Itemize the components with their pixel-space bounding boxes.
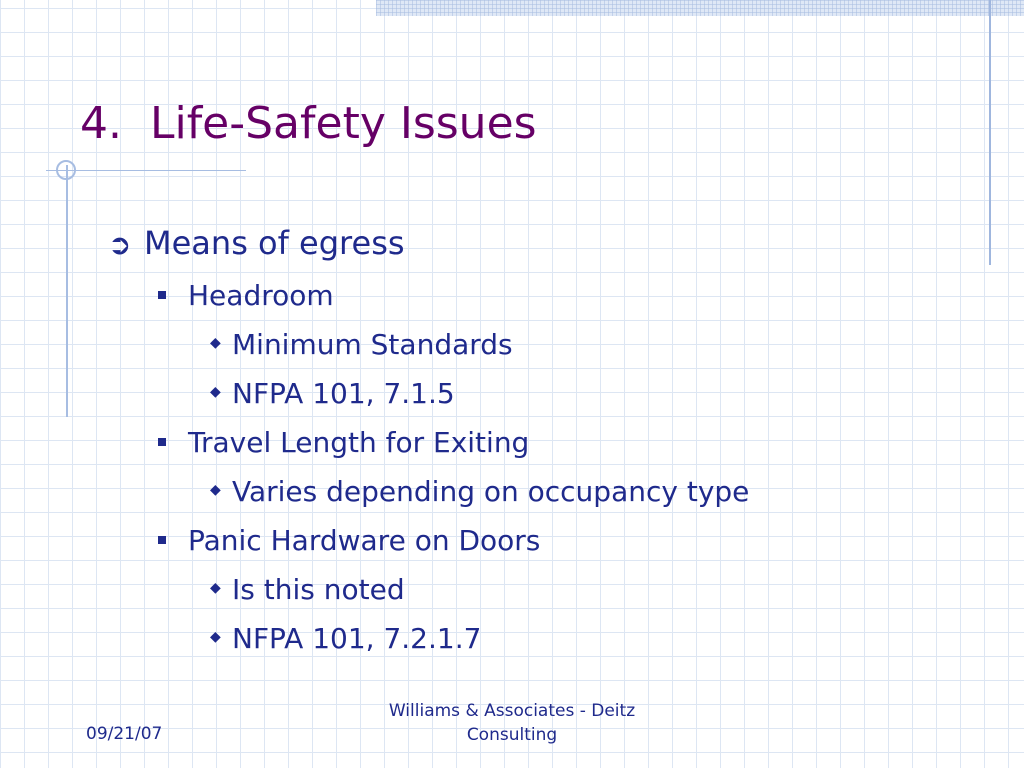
square-bullet-icon (158, 291, 166, 299)
bullet-text: Varies depending on occupancy type (232, 475, 750, 508)
footer-date: 09/21/07 (86, 724, 163, 744)
title-underline-rule (46, 170, 246, 171)
bullet-text: Means of egress (144, 224, 405, 262)
diamond-bullet-icon: ◆ (210, 383, 221, 400)
bullet-level1-item (108, 224, 405, 262)
bullet-level2-item (158, 524, 540, 558)
bullet-level3-item (210, 475, 749, 509)
bullet-text: Travel Length for Exiting (188, 426, 530, 459)
bullet-text: Minimum Standards (232, 328, 513, 361)
crosshair-circle-icon (56, 160, 76, 180)
bullet-text: NFPA 101, 7.1.5 (232, 377, 455, 410)
bullet-level2-item (158, 426, 529, 460)
square-bullet-icon (158, 536, 166, 544)
right-accent-rule (989, 0, 991, 265)
bullet-level3-item (210, 377, 455, 411)
diamond-bullet-icon: ◆ (210, 628, 221, 645)
footer-presenter (362, 700, 662, 748)
square-bullet-icon (158, 438, 166, 446)
bullet-text: Headroom (188, 279, 334, 312)
bullet-level3-item (210, 573, 405, 607)
arrow-bullet-icon: ➲ (108, 228, 132, 262)
bullet-text: Panic Hardware on Doors (188, 524, 541, 557)
top-decorative-band (376, 0, 1024, 16)
footer-presenter-line2: Consulting (466, 724, 558, 745)
bullet-text: NFPA 101, 7.2.1.7 (232, 622, 482, 655)
bullet-level3-item (210, 328, 513, 362)
diamond-bullet-icon: ◆ (210, 579, 221, 596)
slide-title: 4. Life-Safety Issues (80, 98, 537, 149)
bullet-level3-item (210, 622, 481, 656)
footer-presenter-line1: Williams & Associates - Deitz (388, 701, 636, 721)
left-accent-rule (66, 165, 68, 417)
bullet-text: Is this noted (232, 573, 405, 606)
diamond-bullet-icon: ◆ (210, 334, 221, 351)
bullet-level2-item (158, 279, 334, 313)
diamond-bullet-icon: ◆ (210, 481, 221, 498)
